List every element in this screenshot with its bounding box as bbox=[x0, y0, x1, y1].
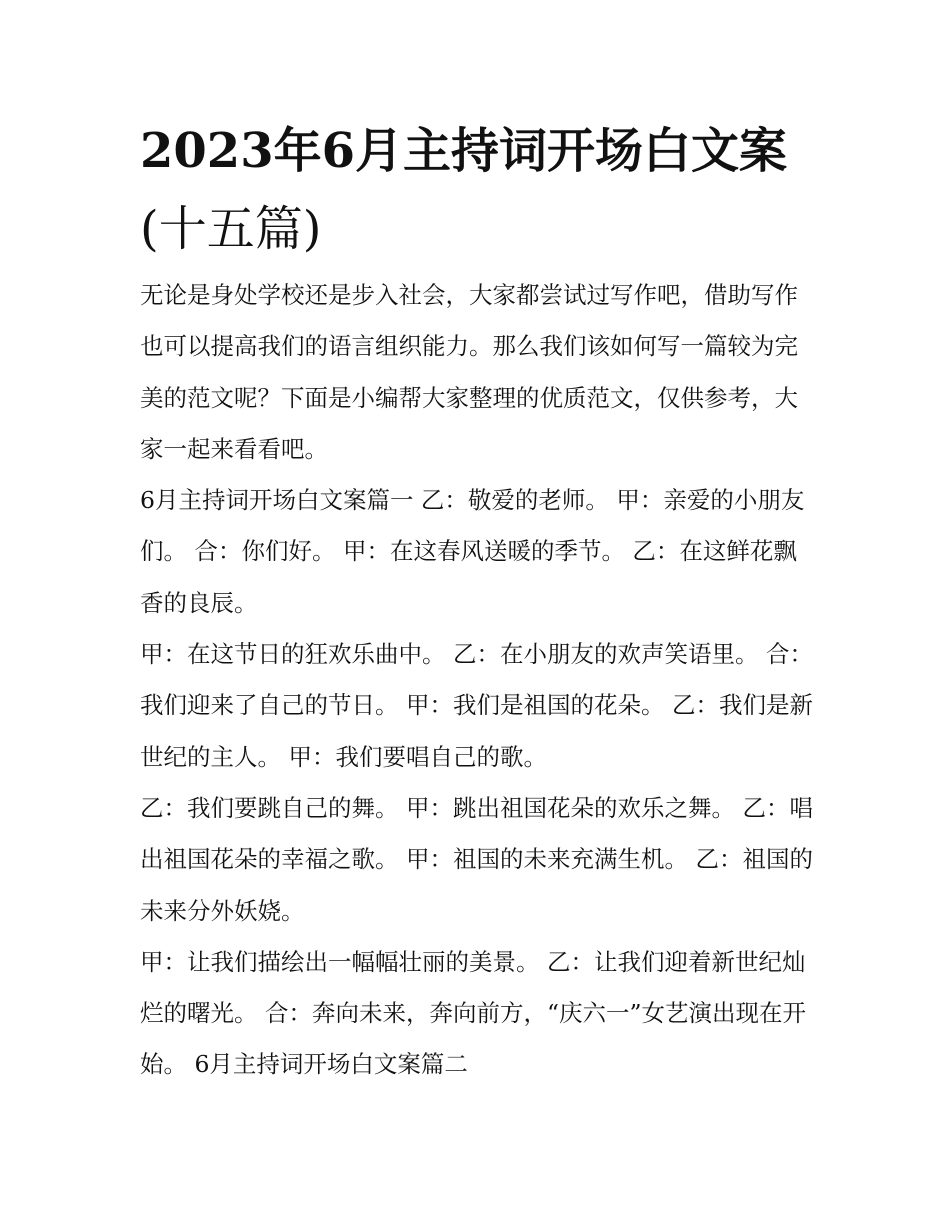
body-paragraph-2: 甲：在这节日的狂欢乐曲中。 乙：在小朋友的欢声笑语里。 合：我们迎来了自己的节日。 甲：我们是祖国的花朵。 乙：我们是新世纪的主人。 甲：我们要唱自己的歌。 bbox=[140, 640, 813, 771]
body-paragraph-4: 甲：让我们描绘出一幅幅壮丽的美景。 乙：让我们迎着新世纪灿烂的曙光。 合：奔向未来，奔向前方，“庆六一”女艺演出现在开始。 6月主持词开场白文案篇二 bbox=[140, 947, 806, 1079]
document-title bbox=[140, 112, 820, 268]
title-line-1: 2023年6月主持词开场白文案 bbox=[140, 123, 787, 179]
document-page bbox=[140, 112, 820, 1091]
body-paragraph-1: 6月主持词开场白文案篇一 乙：敬爱的老师。 甲：亲爱的小朋友们。 合：你们好。 甲：在这春风送暖的季节。 乙：在这鲜花飘香的良辰。 bbox=[140, 486, 805, 617]
body-paragraph-3: 乙：我们要跳自己的舞。 甲：跳出祖国花朵的欢乐之舞。 乙：唱出祖国花朵的幸福之歌。 甲：祖国的未来充满生机。 乙：祖国的未来分外妖娆。 bbox=[140, 793, 813, 925]
intro-paragraph: 无论是身处学校还是步入社会，大家都尝试过写作吧，借助写作也可以提高我们的语言组织能力。那么我们该如何写一篇较为完美的范文呢？下面是小编帮大家整理的优质范文，仅供参考，大家一起来看看吧。 bbox=[140, 281, 798, 463]
title-line-2: (十五篇) bbox=[140, 201, 322, 257]
